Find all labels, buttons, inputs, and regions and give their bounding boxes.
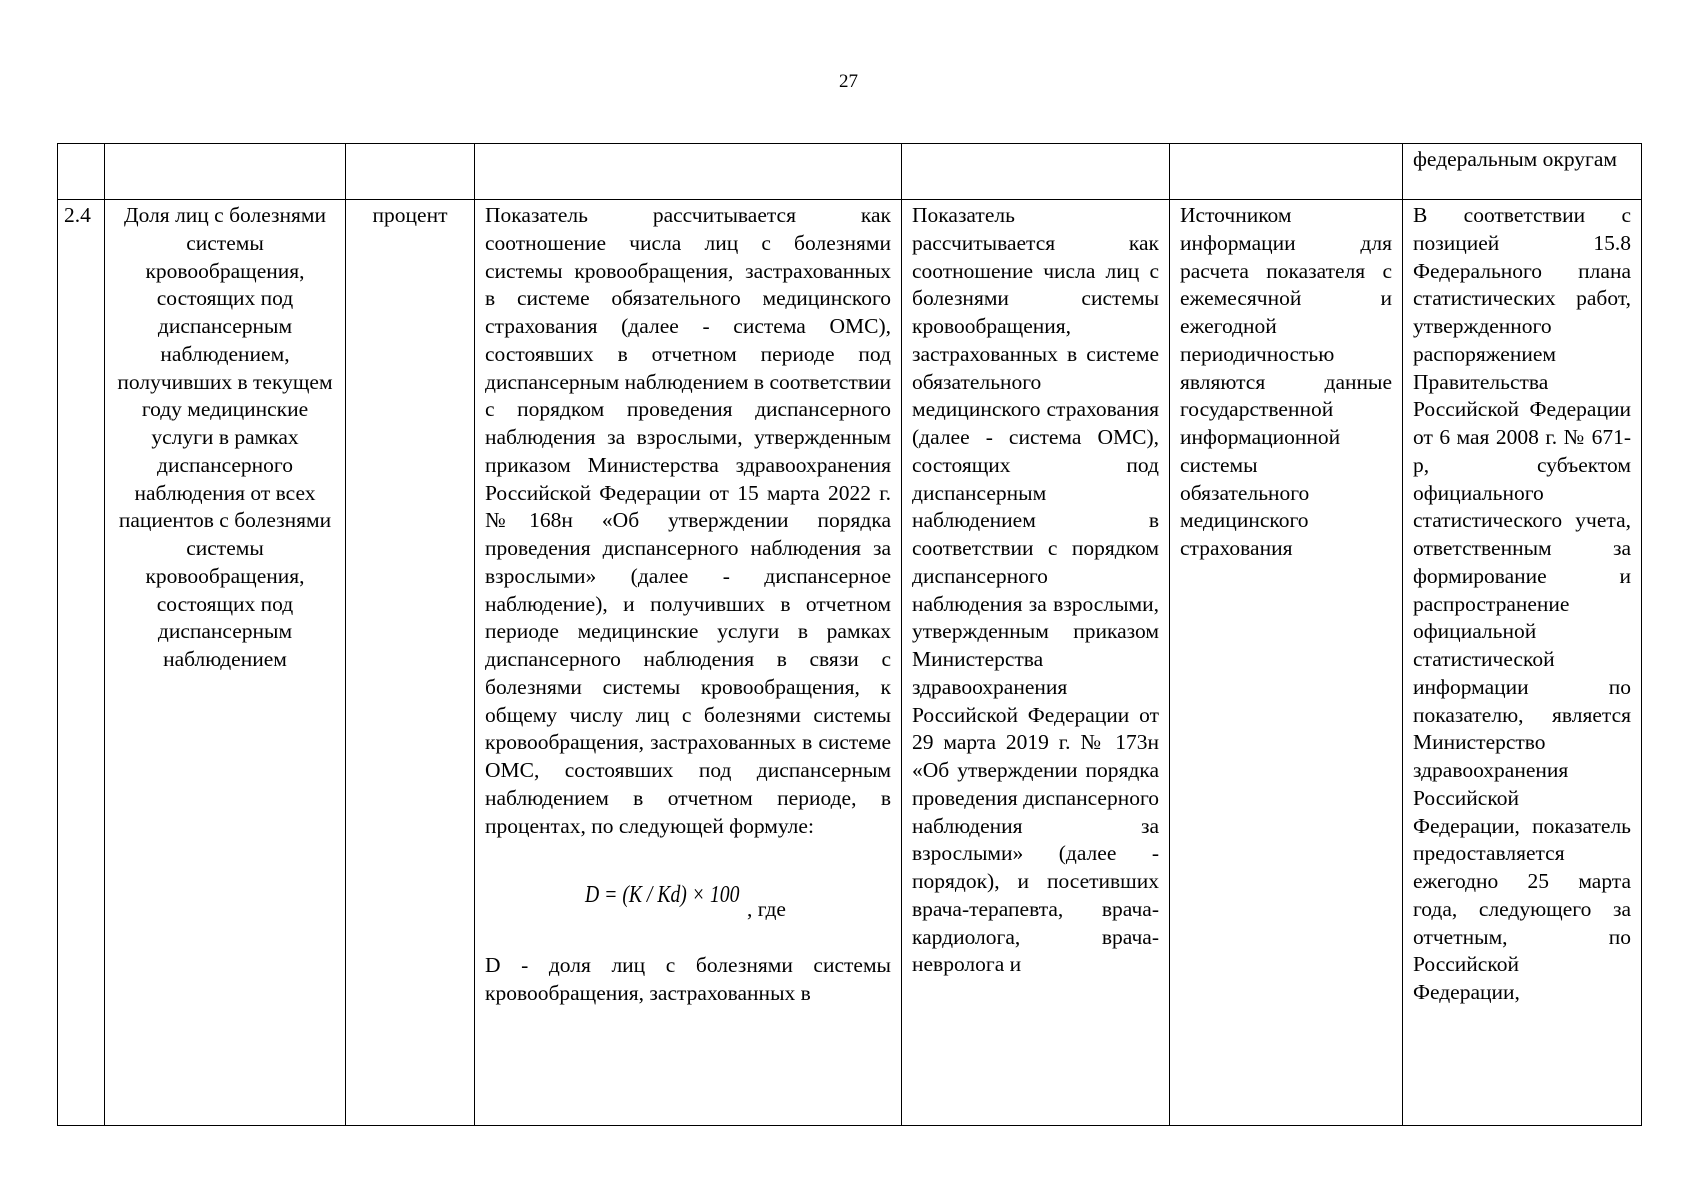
- indicator-table: [57, 143, 1642, 1126]
- continuation-row: [58, 144, 1642, 200]
- formula: D = (K / Kd) × 100: [585, 882, 740, 909]
- formula-suffix: , где: [747, 897, 786, 922]
- definition-text: D - доля лиц с болезнями системы кровообращения, застрахованных в: [485, 953, 891, 1005]
- page-number: 27: [839, 71, 858, 92]
- cell-empty: [902, 144, 1170, 200]
- indicator-number: 2.4: [58, 200, 105, 1126]
- methodology-text: Показатель рассчитывается как соотношение числа лиц с болезнями системы кровообращения, застрахованных в системе обязательного медицинского страхования (далее - система ОМС), состоявших в отчетном периоде под диспансерным наблюдением в соответствии с порядком проведения диспансерного наблюдения за взрослыми, утвержденным приказом Министерства здравоохранения Российской Федерации от 15 марта 2022 г. №168н «Об утверждении порядка проведения диспансерного наблюдения за взрослыми» (далее - диспансерное наблюдение), и получивших в отчетном периоде медицинские услуги в рамках диспансерного наблюдения в связи с болезнями системы кровообращения, к общему числу лиц с болезнями системы кровообращения, застрахованных в системе ОМС, состоявших под диспансерным наблюдением в отчетном периоде, в процентах, по следующей формуле:: [485, 203, 891, 838]
- indicator-name: Доля лиц с болезнями системы кровообращения, состоящих под диспансерным наблюдением, получивших в текущем году медицинские услуги в рамках диспансерного наблюдения от всех пациентов с болезнями системы кровообращения, состоящих под диспансерным наблюдением: [105, 200, 346, 1126]
- indicator-unit: процент: [346, 200, 475, 1126]
- cell-empty: [105, 144, 346, 200]
- cell-empty: [346, 144, 475, 200]
- cell-empty: [475, 144, 902, 200]
- cell-continuation-text: федеральным округам: [1403, 144, 1642, 200]
- formula-block: [485, 840, 891, 952]
- cell-empty: [58, 144, 105, 200]
- cell-empty: [1170, 144, 1403, 200]
- source-cell: Источником информации для расчета показателя с ежемесячной и ежегодной периодичностью являются данные государственной информационной системы обязательного медицинского страхования: [1170, 200, 1403, 1126]
- calculation-cell: Показатель рассчитывается как соотношение числа лиц с болезнями системы кровообращения, застрахованных в системе обязательного медицинского страхования (далее - система ОМС), состоящих под диспансерным наблюдением в соответствии с порядком диспансерного наблюдения за взрослыми, утвержденным приказом Министерства здравоохранения Российской Федерации от 29 марта 2019 г. № 173н «Об утверждении порядка проведения диспансерного наблюдения за взрослыми» (далее - порядок), и посетивших врача-терапевта, врача-кардиолога, врача-невролога и: [902, 200, 1170, 1126]
- responsible-cell: В соответствии с позицией 15.8 Федерального плана статистических работ, утвержденного распоряжением Правительства Российской Федерации от 6 мая 2008 г. № 671-р, субъектом официального статистического учета, ответственным за формирование и распространение официальной статистической информации по показателю, является Министерство здравоохранения Российской Федерации, показатель предоставляется ежегодно 25 марта года, следующего за отчетным, по Российской Федерации,: [1403, 200, 1642, 1126]
- methodology-cell: [475, 200, 902, 1126]
- indicator-row: [58, 200, 1642, 1126]
